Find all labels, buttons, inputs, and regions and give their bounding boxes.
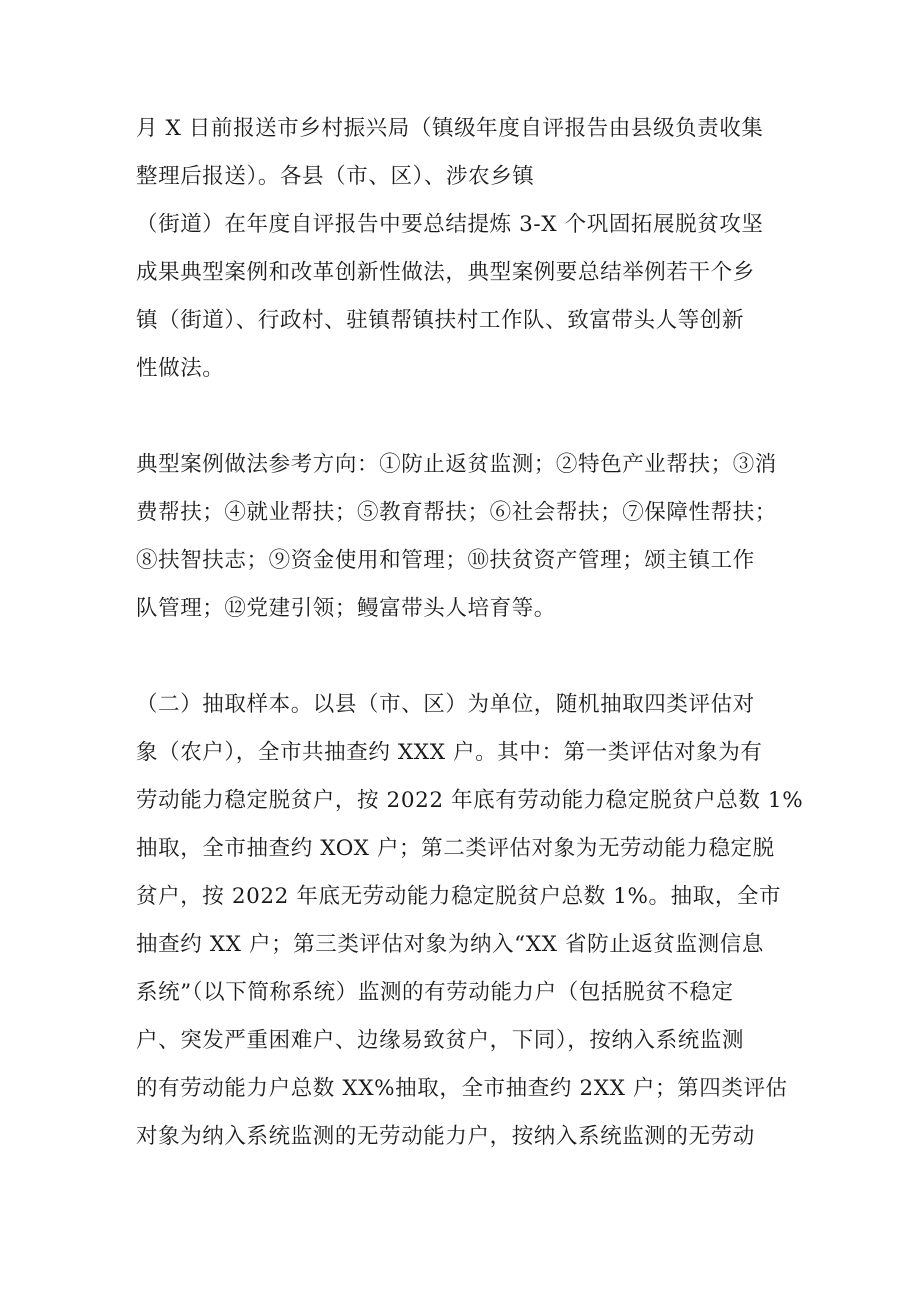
p3-line-9: 的有劳动能力户总数 XX%抽取，全市抽查约 2XX 户；第四类评估: [136, 1076, 788, 1101]
p2-line-4: 队管理；⑫党建引领；鳗富带头人培育等。: [136, 596, 556, 621]
p1-line-2: 整理后报送）。各县（市、区）、涉农乡镇: [136, 164, 535, 189]
p3-line-8: 户、突发严重困难户、边缘易致贫户，下同），按纳入系统监测: [136, 1028, 745, 1053]
p3-line-2: 象（农户），全市共抽查约 XXX 户。其中：第一类评估对象为有: [136, 740, 763, 765]
p3-line-4: 抽取，全市抽查约 XOX 户；第二类评估对象为无劳动能力稳定脱: [136, 836, 775, 861]
p3-line-1: （二）抽取样本。以县（市、区）为单位，随机抽取四类评估对: [136, 692, 755, 717]
p2-line-1: 典型案例做法参考方向：①防止返贫监测；②特色产业帮扶；③消: [136, 452, 777, 477]
p1-line-1: 月 X 日前报送市乡村振兴局（镇级年度自评报告由县级负责收集: [136, 116, 764, 141]
p3-line-5: 贫户，按 2022 年底无劳动能力稳定脱贫户总数 1%。抽取，全市: [136, 884, 782, 909]
p1-line-6: 性做法。: [136, 356, 225, 381]
p3-line-7: 系统”（以下简称系统）监测的有劳动能力户（包括脱贫不稳定: [136, 980, 734, 1005]
p1-line-3: （街道）在年度自评报告中要总结提炼 3-X 个巩固拓展脱贫攻坚: [136, 212, 764, 237]
p3-line-6: 抽查约 XX 户；第三类评估对象为纳入“XX 省防止返贫监测信息: [136, 932, 764, 957]
p3-line-3: 劳动能力稳定脱贫户，按 2022 年底有劳动能力稳定脱贫户总数 1%: [136, 788, 804, 813]
p1-line-5: 镇（街道）、行政村、驻镇帮镇扶村工作队、致富带头人等创新: [136, 308, 745, 333]
p3-line-10: 对象为纳入系统监测的无劳动能力户，按纳入系统监测的无劳动: [136, 1124, 755, 1149]
p1-line-4: 成果典型案例和改革创新性做法，典型案例要总结举例若干个乡: [136, 260, 755, 285]
p2-line-3: ⑧扶智扶志；⑨资金使用和管理；⑩扶贫资产管理；颂主镇工作: [136, 548, 755, 573]
p2-line-2: 费帮扶；④就业帮扶；⑤教育帮扶；⑥社会帮扶；⑦保障性帮扶；: [136, 500, 777, 525]
